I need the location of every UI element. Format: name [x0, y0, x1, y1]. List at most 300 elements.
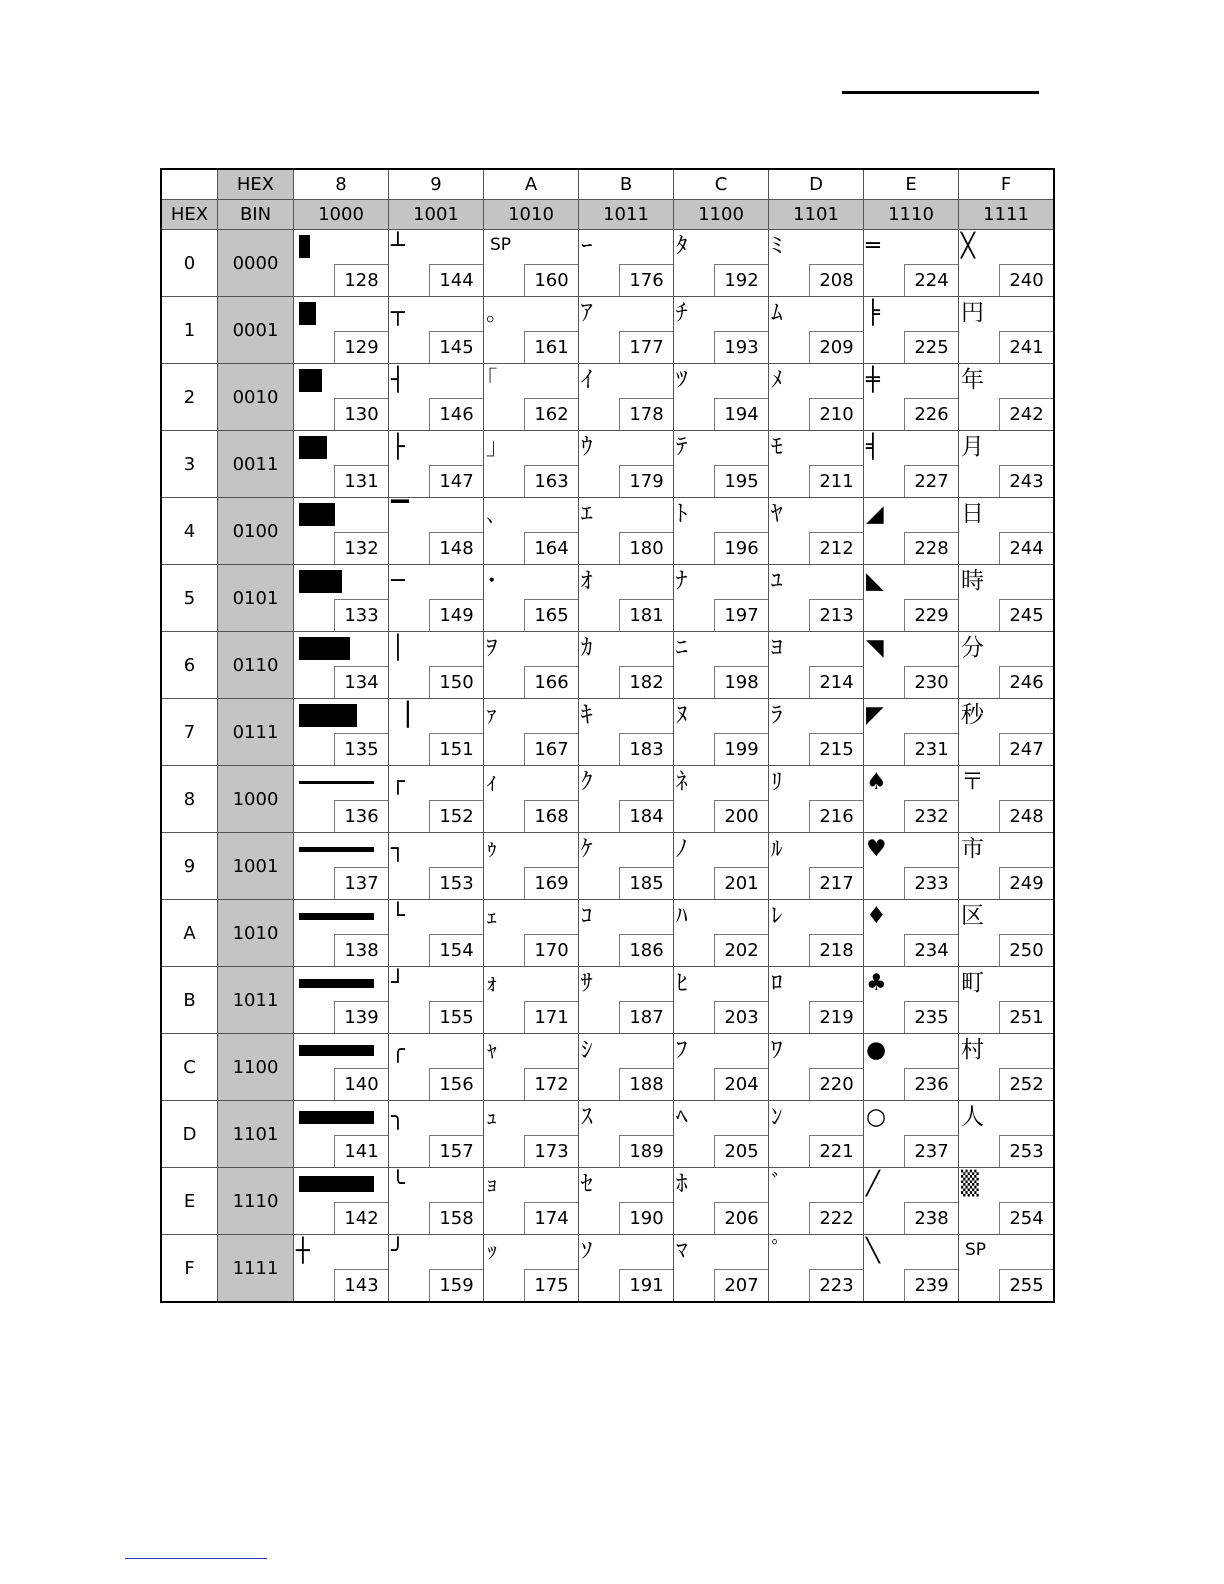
char-glyph: ﾚ [771, 903, 783, 929]
char-glyph: ┌ [391, 769, 405, 795]
char-cell [389, 498, 484, 565]
char-glyph: ｣ [486, 434, 498, 460]
char-cell [959, 833, 1055, 900]
char-cell [294, 967, 389, 1034]
block-glyph [299, 235, 310, 258]
char-code: 240 [999, 264, 1053, 296]
char-cell [769, 1235, 864, 1303]
char-glyph: ╯ [391, 1238, 405, 1264]
block-glyph [299, 503, 335, 526]
char-glyph: ﾖ [771, 635, 783, 661]
block-glyph [299, 781, 374, 784]
char-cell [484, 967, 579, 1034]
char-code: 255 [999, 1269, 1053, 1301]
char-code: 170 [524, 934, 578, 966]
char-code: 238 [904, 1202, 958, 1234]
char-code: 141 [334, 1135, 388, 1167]
char-glyph: ｸ [581, 769, 593, 795]
char-glyph: ｶ [581, 635, 593, 661]
char-cell [674, 1235, 769, 1303]
char-glyph: 時 [961, 568, 984, 594]
char-cell [579, 967, 674, 1034]
char-code: 248 [999, 800, 1053, 832]
char-code: 173 [524, 1135, 578, 1167]
block-glyph [299, 913, 374, 920]
char-glyph: SP [490, 235, 512, 255]
char-cell [864, 632, 959, 699]
char-glyph: ﾒ [771, 367, 783, 393]
char-cell [294, 230, 389, 297]
char-code: 230 [904, 666, 958, 698]
header-hex-label: HEX [218, 169, 294, 200]
char-code: 197 [714, 599, 768, 631]
char-code: 129 [334, 331, 388, 363]
char-code: 183 [619, 733, 673, 765]
char-cell [484, 230, 579, 297]
column-bin-header: 1000 [294, 200, 389, 230]
block-glyph [299, 436, 327, 459]
char-glyph: 市 [961, 836, 984, 862]
char-glyph: ● [866, 1037, 887, 1063]
table-row [161, 900, 1054, 967]
char-code: 249 [999, 867, 1053, 899]
char-cell [579, 364, 674, 431]
char-code: 245 [999, 599, 1053, 631]
char-cell [769, 1034, 864, 1101]
char-glyph: ｿ [581, 1238, 593, 1264]
char-code: 202 [714, 934, 768, 966]
column-hex-header: A [484, 169, 579, 200]
char-code: 163 [524, 465, 578, 497]
char-code: 254 [999, 1202, 1053, 1234]
char-cell [294, 632, 389, 699]
char-code: 182 [619, 666, 673, 698]
column-bin-header: 1010 [484, 200, 579, 230]
row-hex: F [161, 1235, 218, 1303]
row-hex: 6 [161, 632, 218, 699]
char-glyph: ◥ [866, 635, 884, 661]
char-glyph: ｵ [581, 568, 593, 594]
char-cell [389, 766, 484, 833]
char-code: 185 [619, 867, 673, 899]
char-cell [484, 431, 579, 498]
char-glyph: ┘ [391, 970, 405, 996]
char-cell [389, 364, 484, 431]
char-cell [484, 766, 579, 833]
char-cell [579, 766, 674, 833]
char-cell [959, 766, 1055, 833]
character-code-table [160, 168, 1055, 1303]
char-cell [294, 766, 389, 833]
char-glyph: 人 [961, 1104, 984, 1130]
char-glyph: └ [391, 903, 405, 929]
char-cell [579, 1168, 674, 1235]
char-glyph: ┬ [391, 300, 405, 326]
char-cell [294, 297, 389, 364]
char-code: 145 [429, 331, 483, 363]
char-cell [959, 297, 1055, 364]
char-code: 208 [809, 264, 863, 296]
row-hex: 7 [161, 699, 218, 766]
char-cell [579, 632, 674, 699]
row-hex: 1 [161, 297, 218, 364]
char-cell [579, 833, 674, 900]
column-bin-header: 1100 [674, 200, 769, 230]
char-glyph: ♥ [866, 836, 887, 862]
char-cell [294, 565, 389, 632]
char-code: 184 [619, 800, 673, 832]
char-cell [484, 565, 579, 632]
char-glyph: ﾘ [771, 769, 783, 795]
char-glyph: 村 [961, 1037, 984, 1063]
char-cell [294, 1101, 389, 1168]
char-cell [674, 1101, 769, 1168]
char-code: 247 [999, 733, 1053, 765]
char-cell [674, 1168, 769, 1235]
char-cell [864, 699, 959, 766]
char-glyph: ｱ [581, 300, 593, 326]
char-cell [674, 766, 769, 833]
char-glyph: ｾ [581, 1171, 593, 1197]
row-hex: A [161, 900, 218, 967]
char-code: 216 [809, 800, 863, 832]
char-cell [484, 498, 579, 565]
char-glyph: ｺ [581, 903, 593, 929]
char-cell [579, 1101, 674, 1168]
char-cell [579, 297, 674, 364]
table-row [161, 364, 1054, 431]
char-glyph: ◤ [866, 702, 884, 728]
char-code: 152 [429, 800, 483, 832]
char-code: 130 [334, 398, 388, 430]
char-glyph: ﾔ [771, 501, 783, 527]
char-glyph: ｩ [486, 836, 498, 862]
char-glyph: ｮ [486, 1171, 498, 1197]
char-code: 172 [524, 1068, 578, 1100]
char-glyph: ｲ [581, 367, 593, 393]
char-cell [579, 498, 674, 565]
char-cell [294, 1235, 389, 1303]
char-glyph: ﾎ [676, 1171, 688, 1197]
top-rule [842, 91, 1039, 94]
char-cell [769, 498, 864, 565]
char-code: 140 [334, 1068, 388, 1100]
block-glyph [299, 302, 316, 325]
table-row [161, 1235, 1054, 1303]
row-hex: 5 [161, 565, 218, 632]
char-glyph: ﾗ [771, 702, 783, 728]
row-hex: C [161, 1034, 218, 1101]
char-glyph: ﾊ [676, 903, 688, 929]
char-code: 155 [429, 1001, 483, 1033]
column-bin-header: 1001 [389, 200, 484, 230]
char-code: 232 [904, 800, 958, 832]
row-hex-label: HEX [161, 200, 218, 230]
char-code: 143 [334, 1269, 388, 1301]
char-glyph: ﾑ [771, 300, 783, 326]
char-code: 132 [334, 532, 388, 564]
char-cell [579, 431, 674, 498]
char-cell [959, 1101, 1055, 1168]
bottom-link-underline [125, 1558, 267, 1559]
char-glyph: ﾙ [771, 836, 783, 862]
char-glyph: ┐ [391, 836, 405, 862]
char-code: 186 [619, 934, 673, 966]
char-glyph: ﾄ [676, 501, 688, 527]
block-glyph [299, 847, 374, 852]
char-code: 181 [619, 599, 673, 631]
char-cell [294, 900, 389, 967]
char-cell [769, 565, 864, 632]
column-hex-header: 9 [389, 169, 484, 200]
char-code: 156 [429, 1068, 483, 1100]
column-hex-header: E [864, 169, 959, 200]
char-cell [769, 699, 864, 766]
corner-cell [161, 169, 218, 200]
char-code: 241 [999, 331, 1053, 363]
char-glyph: ﾇ [676, 702, 688, 728]
char-cell [484, 297, 579, 364]
row-hex: 9 [161, 833, 218, 900]
char-glyph: ﾝ [771, 1104, 783, 1130]
char-glyph: 区 [961, 903, 984, 929]
char-cell [769, 1168, 864, 1235]
char-cell [864, 498, 959, 565]
char-glyph: ﾍ [676, 1104, 688, 1130]
char-code: 180 [619, 532, 673, 564]
char-cell [864, 833, 959, 900]
char-cell [674, 230, 769, 297]
char-glyph: ╳ [961, 233, 975, 259]
block-glyph [299, 637, 350, 660]
char-cell [484, 833, 579, 900]
char-code: 201 [714, 867, 768, 899]
char-code: 139 [334, 1001, 388, 1033]
char-code: 146 [429, 398, 483, 430]
char-cell [769, 364, 864, 431]
char-cell [959, 900, 1055, 967]
char-glyph: ╭ [391, 1037, 405, 1063]
char-code: 207 [714, 1269, 768, 1301]
char-glyph: ﾋ [676, 970, 688, 996]
char-glyph: ﾌ [676, 1037, 688, 1063]
char-code: 215 [809, 733, 863, 765]
char-code: 235 [904, 1001, 958, 1033]
char-code: 171 [524, 1001, 578, 1033]
char-code: 236 [904, 1068, 958, 1100]
char-glyph: 町 [961, 970, 984, 996]
char-cell [769, 632, 864, 699]
char-glyph: ｯ [486, 1238, 498, 1264]
char-cell [959, 1235, 1055, 1303]
char-cell [959, 967, 1055, 1034]
char-code: 253 [999, 1135, 1053, 1167]
char-glyph: ┤ [391, 367, 405, 393]
char-cell [294, 498, 389, 565]
char-cell [389, 230, 484, 297]
table-row [161, 1168, 1054, 1235]
char-cell [294, 1168, 389, 1235]
table-row [161, 297, 1054, 364]
row-bin: 1101 [218, 1101, 294, 1168]
char-cell [674, 900, 769, 967]
char-code: 175 [524, 1269, 578, 1301]
char-glyph: ﾃ [676, 434, 688, 460]
char-code: 160 [524, 264, 578, 296]
table-row [161, 431, 1054, 498]
block-glyph [299, 979, 374, 988]
char-cell [389, 699, 484, 766]
char-glyph: ┴ [391, 233, 405, 259]
char-cell [674, 632, 769, 699]
row-bin: 0101 [218, 565, 294, 632]
char-glyph: ╰ [391, 1171, 405, 1197]
char-glyph: ﾜ [771, 1037, 783, 1063]
char-cell [579, 699, 674, 766]
char-code: 128 [334, 264, 388, 296]
char-glyph: ♣ [866, 970, 887, 996]
char-cell [769, 297, 864, 364]
block-glyph [299, 1111, 374, 1124]
row-hex: 3 [161, 431, 218, 498]
char-cell [674, 565, 769, 632]
char-code: 164 [524, 532, 578, 564]
table-row [161, 1034, 1054, 1101]
row-bin: 1001 [218, 833, 294, 900]
char-code: 210 [809, 398, 863, 430]
char-code: 148 [429, 532, 483, 564]
char-code: 191 [619, 1269, 673, 1301]
char-code: 251 [999, 1001, 1053, 1033]
char-code: 158 [429, 1202, 483, 1234]
char-code: 159 [429, 1269, 483, 1301]
char-cell [674, 431, 769, 498]
char-code: 205 [714, 1135, 768, 1167]
char-code: 154 [429, 934, 483, 966]
char-cell [674, 1034, 769, 1101]
char-glyph: ﾅ [676, 568, 688, 594]
char-glyph: ｡ [486, 300, 498, 326]
char-code: 134 [334, 666, 388, 698]
char-glyph: ╲ [866, 1238, 880, 1264]
char-code: 211 [809, 465, 863, 497]
column-hex-header: F [959, 169, 1055, 200]
char-glyph: ╱ [866, 1171, 880, 1197]
block-glyph [299, 704, 357, 727]
char-cell [959, 431, 1055, 498]
char-code: 243 [999, 465, 1053, 497]
char-glyph: ├ [391, 434, 405, 460]
char-glyph: ｹ [581, 836, 593, 862]
char-code: 224 [904, 264, 958, 296]
char-glyph: ｨ [486, 769, 498, 795]
char-glyph: ｴ [581, 501, 593, 527]
char-cell [674, 364, 769, 431]
char-glyph: ◢ [866, 501, 884, 527]
char-code: 166 [524, 666, 578, 698]
char-glyph: ﾓ [771, 434, 783, 460]
char-code: 188 [619, 1068, 673, 1100]
char-code: 250 [999, 934, 1053, 966]
char-code: 189 [619, 1135, 673, 1167]
char-cell [294, 364, 389, 431]
char-code: 203 [714, 1001, 768, 1033]
char-glyph: ═ [866, 233, 880, 259]
char-code: 200 [714, 800, 768, 832]
char-glyph: ﾛ [771, 970, 783, 996]
char-cell [959, 230, 1055, 297]
char-code: 162 [524, 398, 578, 430]
char-glyph: ╪ [866, 367, 880, 393]
char-code: 142 [334, 1202, 388, 1234]
char-cell [389, 900, 484, 967]
char-cell [579, 565, 674, 632]
char-glyph: ､ [486, 501, 498, 527]
block-glyph [299, 1176, 374, 1192]
row-bin: 1010 [218, 900, 294, 967]
char-glyph: ﾐ [771, 233, 783, 259]
char-code: 223 [809, 1269, 863, 1301]
char-code: 219 [809, 1001, 863, 1033]
char-code: 233 [904, 867, 958, 899]
char-code: 228 [904, 532, 958, 564]
char-code: 231 [904, 733, 958, 765]
char-glyph: ｻ [581, 970, 593, 996]
char-cell [579, 1235, 674, 1303]
char-code: 195 [714, 465, 768, 497]
char-cell [769, 230, 864, 297]
row-bin: 0001 [218, 297, 294, 364]
char-code: 209 [809, 331, 863, 363]
row-bin-label: BIN [218, 200, 294, 230]
block-glyph [299, 570, 342, 593]
char-cell [864, 364, 959, 431]
char-cell [769, 766, 864, 833]
char-cell [389, 1168, 484, 1235]
char-glyph: ◣ [866, 568, 884, 594]
char-cell [389, 967, 484, 1034]
char-glyph: ▔ [391, 501, 409, 527]
char-cell [294, 699, 389, 766]
char-code: 198 [714, 666, 768, 698]
char-code: 144 [429, 264, 483, 296]
char-cell [674, 967, 769, 1034]
char-cell [959, 1168, 1055, 1235]
char-cell [769, 900, 864, 967]
char-code: 244 [999, 532, 1053, 564]
char-cell [389, 1101, 484, 1168]
char-code: 178 [619, 398, 673, 430]
table-row [161, 699, 1054, 766]
char-code: 168 [524, 800, 578, 832]
char-cell [484, 364, 579, 431]
char-glyph: ╮ [391, 1104, 405, 1130]
char-code: 174 [524, 1202, 578, 1234]
char-glyph: ｬ [486, 1037, 498, 1063]
char-glyph: ╞ [866, 300, 880, 326]
table-row [161, 230, 1054, 297]
char-cell [579, 1034, 674, 1101]
row-hex: 2 [161, 364, 218, 431]
char-glyph: ﾁ [676, 300, 688, 326]
char-glyph: ･ [486, 568, 498, 594]
char-cell [389, 565, 484, 632]
char-cell [864, 230, 959, 297]
char-cell [484, 1235, 579, 1303]
char-code: 135 [334, 733, 388, 765]
char-glyph: 月 [961, 434, 984, 460]
char-code: 239 [904, 1269, 958, 1301]
